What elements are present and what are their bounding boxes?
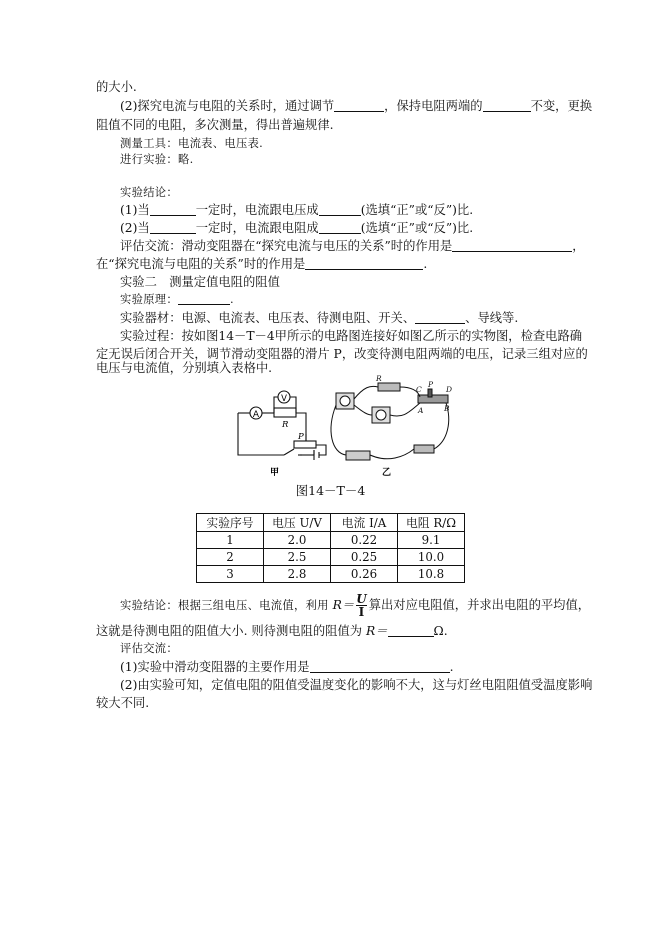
answer-blank[interactable]: [150, 220, 196, 234]
text-line: [96, 78, 137, 96]
line-text: 一定时，电流跟电阻成: [195, 221, 319, 235]
line-text: 、导线等.: [465, 311, 519, 325]
answer-blank[interactable]: [319, 220, 361, 234]
table-cell: 0.26: [331, 566, 398, 583]
terminal-label: D: [446, 385, 453, 394]
text-line: [120, 327, 582, 345]
battery-icon: [346, 451, 370, 460]
answer-blank[interactable]: [178, 291, 230, 305]
line-text: .: [423, 257, 428, 271]
table-cell: 2.0: [264, 532, 331, 549]
line-text: 在“探究电流与电阻的关系”时的作用是: [96, 257, 306, 271]
table-cell: 0.25: [331, 549, 398, 566]
answer-blank[interactable]: [150, 202, 196, 216]
line-text: 进行实验：略.: [120, 153, 194, 166]
line-text: (2)当: [120, 221, 150, 235]
line-text: Ω.: [433, 624, 448, 638]
table-cell: 10.0: [398, 549, 465, 566]
answer-blank[interactable]: [305, 256, 423, 270]
line-text: 实验原理：: [120, 293, 178, 306]
line-text: (选填“正”或“反”)比.: [360, 221, 474, 235]
table-header: 电阻 R/Ω: [398, 514, 465, 532]
formula-lhs: R＝: [332, 598, 355, 612]
apparatus-yi: [331, 383, 449, 460]
line-text: 较大不同.: [96, 696, 150, 710]
line-text: .: [449, 660, 454, 674]
answer-blank[interactable]: [452, 238, 572, 252]
apparatus-label: R: [376, 374, 382, 383]
table-cell: 2.5: [264, 549, 331, 566]
text-line: [120, 219, 473, 237]
rheostat-device-icon: [418, 395, 448, 403]
resistor-device-icon: [378, 383, 400, 391]
table-header: 实验序号: [197, 514, 264, 532]
line-text: 电压与电流值，分别填入表格中.: [96, 361, 273, 375]
line-text: 实验器材：电源、电流表、电压表、待测电阻、开关、: [120, 311, 416, 325]
line-text: 算出对应电阻值，并求出电阻的平均值，: [368, 598, 591, 612]
label-yi: 乙: [382, 468, 392, 478]
table-header-row: [197, 514, 465, 532]
line-text: 测量工具：电流表、电压表.: [120, 137, 264, 150]
line-text: (1)实验中滑动变阻器的主要作用是: [120, 660, 310, 674]
text-line: [120, 676, 592, 694]
formula-numerator: U: [356, 592, 367, 606]
table-header: 电压 U/V: [264, 514, 331, 532]
resistor-icon: [274, 408, 296, 417]
table-row: [197, 549, 465, 566]
figure-caption: 图14－T－4: [295, 483, 366, 498]
line-text: (选填“正”或“反”)比.: [360, 203, 474, 217]
table-cell: 3: [197, 566, 264, 583]
line-text: (2)探究电流与电阻的关系时，通过调节: [120, 99, 335, 113]
table-cell: 9.1: [398, 532, 465, 549]
line-text: 的大小.: [96, 80, 137, 94]
text-line: [120, 309, 518, 327]
line-text: 不变，更换: [530, 99, 593, 113]
terminal-label: P: [428, 380, 434, 389]
table-cell: 2.8: [264, 566, 331, 583]
table-row: [197, 566, 465, 583]
line-text: 实验过程：按如图14－T－4甲所示的电路图连接好如图乙所示的实物图，检查电路确: [120, 329, 583, 343]
table-header: 电流 I/A: [331, 514, 398, 532]
answer-blank[interactable]: [319, 202, 361, 216]
line-text: 实验结论：: [120, 186, 178, 199]
text-line: [120, 640, 178, 658]
answer-blank[interactable]: [388, 623, 434, 637]
line-text: 评估交流：滑动变阻器在“探究电流与电压的关系”时的作用是: [120, 239, 453, 253]
line-text: 定无误后闭合开关，调节滑动变阻器的滑片 P，改变待测电阻两端的电压，记录三组对应的: [96, 347, 588, 361]
resistor-label: R: [282, 420, 289, 430]
slider-label: P: [298, 432, 304, 442]
answer-blank[interactable]: [334, 98, 384, 112]
text-line: [120, 201, 473, 219]
label-jia: 甲: [270, 468, 280, 478]
formula-lhs: R＝: [365, 624, 388, 638]
table-row: [197, 532, 465, 549]
text-line: [96, 694, 149, 712]
data-table: [196, 513, 465, 583]
text-line: [96, 622, 448, 640]
line-text: (2)由实验可知，定值电阻的阻值受温度变化的影响不大，这与灯丝电阻阻值受温度影响: [120, 678, 593, 692]
voltmeter-label: V: [281, 394, 287, 404]
line-text: (1)当: [120, 203, 150, 217]
text-line: [96, 116, 334, 134]
table-cell: 0.22: [331, 532, 398, 549]
line-text: 实验结论：根据三组电压、电流值，利用: [120, 599, 329, 612]
line-text: 一定时，电流跟电压成: [195, 203, 319, 217]
section-title: [120, 273, 280, 291]
line-text: 评估交流：: [120, 642, 178, 655]
switch-icon: [414, 445, 434, 453]
line-text: ，: [572, 239, 585, 253]
answer-blank[interactable]: [483, 98, 531, 112]
terminal-label: B: [444, 404, 450, 413]
text-line: [120, 593, 590, 618]
text-line: [120, 237, 585, 255]
text-line: [120, 658, 454, 676]
text-line: [120, 97, 592, 115]
text-line: [120, 151, 193, 169]
formula-fraction: [356, 593, 366, 618]
ammeter-label: A: [252, 410, 260, 420]
line-text: 实验二 测量定值电阻的阻值: [120, 275, 280, 289]
text-line: [96, 255, 427, 273]
answer-blank[interactable]: [415, 310, 465, 324]
text-line: [120, 291, 234, 309]
text-line: [120, 184, 178, 202]
line-text: 阻值不同的电阻，多次测量，得出普遍规律.: [96, 118, 334, 132]
table-cell: 1: [197, 532, 264, 549]
terminal-label: A: [418, 406, 424, 415]
answer-blank[interactable]: [310, 659, 450, 673]
table-cell: 2: [197, 549, 264, 566]
line-text: 这就是待测电阻的阻值大小. 则待测电阻的阻值为: [96, 624, 363, 638]
line-text: .: [230, 293, 234, 306]
terminal-label: C: [416, 385, 422, 394]
line-text: ，保持电阻两端的: [384, 99, 483, 113]
formula-denominator: I: [358, 605, 365, 619]
rheostat-icon: [294, 441, 316, 448]
table-cell: 10.8: [398, 566, 465, 583]
circuit-figure: [228, 371, 464, 479]
